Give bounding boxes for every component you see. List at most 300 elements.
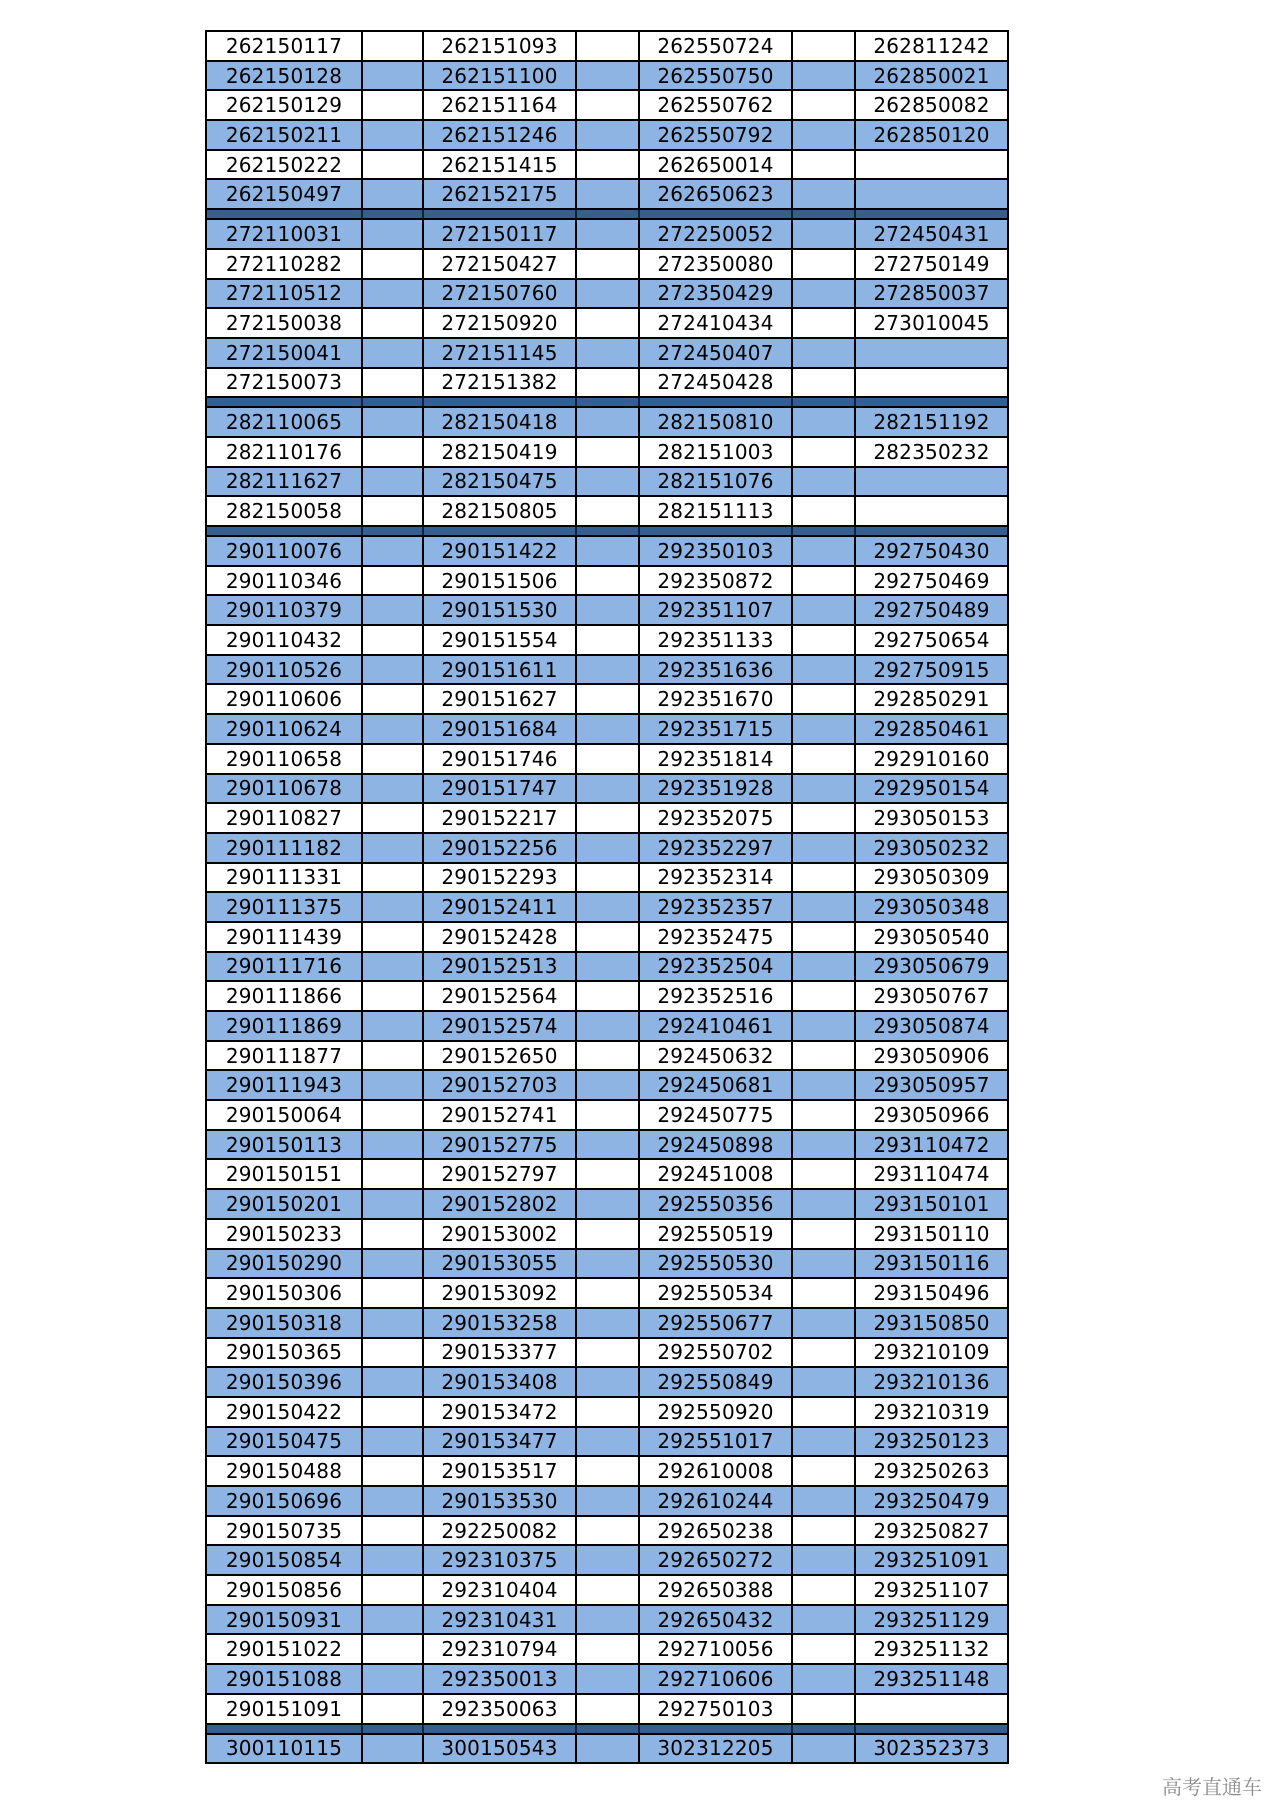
- id-cell: 290111439: [225, 924, 343, 949]
- id-cell: 272150038: [225, 311, 343, 336]
- id-cell: 272450431: [854, 220, 1007, 248]
- id-cell: 272151382: [422, 369, 575, 397]
- table-row: [207, 468, 1007, 498]
- blank-cell: [575, 715, 638, 743]
- blank-cell: [791, 953, 854, 981]
- blank-cell: [361, 1735, 422, 1763]
- blank-cell: [361, 1160, 422, 1188]
- table-row: [207, 1487, 1007, 1517]
- id-cell: 272150760: [422, 280, 575, 308]
- table-row: [207, 497, 1007, 527]
- blank-cell: [791, 1695, 854, 1723]
- id-cell: 290153408: [422, 1368, 575, 1396]
- id-cell: 290153472: [422, 1398, 575, 1426]
- id-cell: 290151747: [422, 775, 575, 803]
- id-cell: 290153530: [422, 1487, 575, 1515]
- id-cell: 292351814: [638, 745, 791, 773]
- id-cell: 293250263: [854, 1457, 1007, 1485]
- id-cell: 292710606: [638, 1665, 791, 1693]
- id-cell: 292352475: [638, 923, 791, 951]
- blank-cell: [361, 953, 422, 981]
- blank-cell: [791, 656, 854, 684]
- blank-cell: [791, 1457, 854, 1485]
- id-cell: [854, 1695, 1007, 1723]
- id-cell: 292850461: [854, 715, 1007, 743]
- id-cell: 292550534: [638, 1279, 791, 1307]
- table-row: [207, 280, 1007, 310]
- id-cell: 292350103: [638, 537, 791, 565]
- table-row: [207, 1071, 1007, 1101]
- id-cell: 290111716: [225, 954, 343, 979]
- id-cell: 292351928: [638, 775, 791, 803]
- blank-cell: [575, 923, 638, 951]
- blank-cell: [791, 91, 854, 119]
- blank-cell: [791, 1131, 854, 1159]
- id-cell: 293210319: [854, 1398, 1007, 1426]
- table-row: [207, 1606, 1007, 1636]
- blank-cell: [575, 309, 638, 337]
- blank-cell: [791, 1635, 854, 1663]
- table-row: [207, 953, 1007, 983]
- id-cell: 292750915: [854, 656, 1007, 684]
- blank-cell: [575, 656, 638, 684]
- id-cell: 290151746: [422, 745, 575, 773]
- blank-cell: [361, 438, 422, 466]
- table-row: [207, 775, 1007, 805]
- id-cell: 292550356: [638, 1190, 791, 1218]
- blank-cell: [791, 923, 854, 951]
- id-cell: 262150497: [225, 182, 343, 207]
- id-cell: 292950154: [854, 775, 1007, 803]
- id-cell: 290151554: [422, 626, 575, 654]
- blank-cell: [791, 180, 854, 208]
- id-cell: 290110658: [225, 746, 343, 771]
- table-row: [207, 804, 1007, 834]
- id-cell: 262150129: [225, 93, 343, 118]
- id-cell: 292550677: [638, 1309, 791, 1337]
- id-cell: 290110379: [225, 598, 343, 623]
- id-cell: 292310794: [422, 1635, 575, 1663]
- blank-cell: [791, 1735, 854, 1763]
- id-cell: 293150496: [854, 1279, 1007, 1307]
- blank-cell: [361, 1071, 422, 1099]
- blank-cell: [361, 1428, 422, 1456]
- blank-cell: [791, 1012, 854, 1040]
- blank-cell: [361, 62, 422, 90]
- id-cell: 272350429: [638, 280, 791, 308]
- id-cell: 293050540: [854, 923, 1007, 951]
- blank-cell: [791, 250, 854, 278]
- table-row: [207, 1457, 1007, 1487]
- id-cell: 290152741: [422, 1101, 575, 1129]
- id-cell: 262550750: [638, 62, 791, 90]
- id-cell: 272150427: [422, 250, 575, 278]
- id-cell: 290153258: [422, 1309, 575, 1337]
- id-cell: 290150488: [225, 1459, 343, 1484]
- id-cell: 293251132: [854, 1635, 1007, 1663]
- id-cell: 290151684: [422, 715, 575, 743]
- blank-cell: [791, 775, 854, 803]
- table-row: [207, 1428, 1007, 1458]
- table-row: [207, 834, 1007, 864]
- blank-cell: [791, 1042, 854, 1070]
- id-cell: 292550920: [638, 1398, 791, 1426]
- id-cell: 282111627: [225, 469, 343, 494]
- blank-cell: [575, 1487, 638, 1515]
- table-row: [207, 91, 1007, 121]
- id-cell: 262850082: [854, 91, 1007, 119]
- blank-cell: [791, 537, 854, 565]
- id-cell: 290152650: [422, 1042, 575, 1070]
- id-cell: 282110176: [225, 439, 343, 464]
- table-row: [207, 250, 1007, 280]
- blank-cell: [791, 1665, 854, 1693]
- id-cell: 292650432: [638, 1606, 791, 1634]
- blank-cell: [791, 1220, 854, 1248]
- table-row: [207, 1398, 1007, 1428]
- blank-cell: [575, 438, 638, 466]
- id-cell: 262811242: [854, 32, 1007, 60]
- blank-cell: [575, 1735, 638, 1763]
- table-row: [207, 1695, 1007, 1725]
- id-cell: 292650238: [638, 1517, 791, 1545]
- table-row: [207, 1279, 1007, 1309]
- blank-cell: [791, 596, 854, 624]
- blank-cell: [361, 1606, 422, 1634]
- id-cell: 290151422: [422, 537, 575, 565]
- id-cell: 292550519: [638, 1220, 791, 1248]
- blank-cell: [575, 1665, 638, 1693]
- blank-cell: [575, 1339, 638, 1367]
- table-row: [207, 339, 1007, 369]
- table-row: [207, 982, 1007, 1012]
- table-row: [207, 1665, 1007, 1695]
- id-cell: 290150735: [225, 1518, 343, 1543]
- blank-cell: [791, 626, 854, 654]
- id-cell: 290110432: [225, 627, 343, 652]
- blank-cell: [575, 1131, 638, 1159]
- blank-cell: [575, 1190, 638, 1218]
- id-cell: 262550762: [638, 91, 791, 119]
- blank-cell: [361, 656, 422, 684]
- id-cell: 293050309: [854, 864, 1007, 892]
- id-cell: [854, 339, 1007, 367]
- id-cell: 292550849: [638, 1368, 791, 1396]
- id-cell: 272450428: [638, 369, 791, 397]
- table-row: [207, 745, 1007, 775]
- blank-cell: [791, 864, 854, 892]
- blank-cell: [361, 121, 422, 149]
- id-cell: 292250082: [422, 1517, 575, 1545]
- blank-cell: [791, 151, 854, 179]
- id-cell: 290152513: [422, 953, 575, 981]
- table-row: [207, 151, 1007, 181]
- id-cell: 272110512: [225, 281, 343, 306]
- id-cell: 290111331: [225, 865, 343, 890]
- blank-cell: [575, 180, 638, 208]
- blank-cell: [791, 121, 854, 149]
- blank-cell: [361, 1190, 422, 1218]
- table-row: [207, 1012, 1007, 1042]
- id-cell: 293050679: [854, 953, 1007, 981]
- blank-cell: [575, 864, 638, 892]
- id-cell: 290152256: [422, 834, 575, 862]
- table-row: [207, 656, 1007, 686]
- id-cell: 292410461: [638, 1012, 791, 1040]
- blank-cell: [575, 685, 638, 713]
- id-cell: 272410434: [638, 309, 791, 337]
- blank-cell: [791, 982, 854, 1010]
- id-cell: 293251148: [854, 1665, 1007, 1693]
- id-cell: 272850037: [854, 280, 1007, 308]
- id-cell: 293050153: [854, 804, 1007, 832]
- blank-cell: [361, 1487, 422, 1515]
- id-cell: 290150856: [225, 1577, 343, 1602]
- id-cell: 292650272: [638, 1546, 791, 1574]
- id-cell: 262151093: [422, 32, 575, 60]
- blank-cell: [361, 1250, 422, 1278]
- id-cell: 292450681: [638, 1071, 791, 1099]
- id-cell: 272250052: [638, 220, 791, 248]
- table-row: [207, 220, 1007, 250]
- blank-cell: [361, 1695, 422, 1723]
- id-cell: 282151076: [638, 468, 791, 496]
- blank-cell: [361, 685, 422, 713]
- id-cell: 290152411: [422, 893, 575, 921]
- id-cell: [854, 497, 1007, 525]
- blank-cell: [361, 864, 422, 892]
- blank-cell: [575, 220, 638, 248]
- id-cell: 293050874: [854, 1012, 1007, 1040]
- id-cell: 290150396: [225, 1370, 343, 1395]
- blank-cell: [575, 250, 638, 278]
- id-cell: 290150318: [225, 1310, 343, 1335]
- id-cell: 262152175: [422, 180, 575, 208]
- id-cell: 290150854: [225, 1548, 343, 1573]
- id-cell: 290152574: [422, 1012, 575, 1040]
- blank-cell: [791, 1190, 854, 1218]
- blank-cell: [361, 1101, 422, 1129]
- blank-cell: [791, 1309, 854, 1337]
- id-cell: [854, 468, 1007, 496]
- blank-cell: [361, 923, 422, 951]
- id-cell: 290152428: [422, 923, 575, 951]
- id-cell: 272150073: [225, 370, 343, 395]
- blank-cell: [791, 1428, 854, 1456]
- blank-cell: [361, 1309, 422, 1337]
- blank-cell: [361, 32, 422, 60]
- table-row: [207, 180, 1007, 210]
- id-cell: 293050232: [854, 834, 1007, 862]
- blank-cell: [791, 567, 854, 595]
- blank-cell: [575, 1368, 638, 1396]
- blank-cell: [575, 91, 638, 119]
- id-cell: 290151022: [225, 1637, 343, 1662]
- id-cell: 290150696: [225, 1488, 343, 1513]
- blank-cell: [575, 1635, 638, 1663]
- id-cell: 293110472: [854, 1131, 1007, 1159]
- table-row: [207, 893, 1007, 923]
- blank-cell: [791, 715, 854, 743]
- id-cell: 300150543: [422, 1735, 575, 1763]
- group-separator: [207, 398, 1007, 408]
- table-row: [207, 567, 1007, 597]
- id-cell: 293250827: [854, 1517, 1007, 1545]
- id-cell: 262650623: [638, 180, 791, 208]
- id-cell: 273010045: [854, 309, 1007, 337]
- blank-cell: [361, 715, 422, 743]
- id-cell: 290153517: [422, 1457, 575, 1485]
- id-cell: 282150419: [422, 438, 575, 466]
- blank-cell: [575, 804, 638, 832]
- table-row: [207, 121, 1007, 151]
- id-cell: 293110474: [854, 1160, 1007, 1188]
- blank-cell: [361, 537, 422, 565]
- blank-cell: [791, 1279, 854, 1307]
- id-cell: 282151113: [638, 497, 791, 525]
- id-cell: 292351133: [638, 626, 791, 654]
- blank-cell: [575, 408, 638, 436]
- blank-cell: [791, 685, 854, 713]
- id-cell: 262151246: [422, 121, 575, 149]
- id-cell: 272450407: [638, 339, 791, 367]
- id-cell: 290152802: [422, 1190, 575, 1218]
- blank-cell: [361, 567, 422, 595]
- blank-cell: [791, 369, 854, 397]
- blank-cell: [361, 309, 422, 337]
- id-cell: 292551017: [638, 1428, 791, 1456]
- blank-cell: [575, 1428, 638, 1456]
- table-row: [207, 685, 1007, 715]
- id-cell: 290151611: [422, 656, 575, 684]
- blank-cell: [361, 1279, 422, 1307]
- id-cell: 282150418: [422, 408, 575, 436]
- id-cell: 293050348: [854, 893, 1007, 921]
- blank-cell: [361, 1339, 422, 1367]
- blank-cell: [361, 497, 422, 525]
- blank-cell: [575, 982, 638, 1010]
- blank-cell: [791, 1398, 854, 1426]
- id-cell: 282151192: [854, 408, 1007, 436]
- id-cell: 290111877: [225, 1043, 343, 1068]
- id-cell: 292750103: [638, 1695, 791, 1723]
- blank-cell: [575, 280, 638, 308]
- table-row: [207, 1250, 1007, 1280]
- blank-cell: [361, 339, 422, 367]
- blank-cell: [575, 121, 638, 149]
- blank-cell: [575, 596, 638, 624]
- id-cell: 292750489: [854, 596, 1007, 624]
- id-cell: 293251091: [854, 1546, 1007, 1574]
- blank-cell: [361, 408, 422, 436]
- id-cell: 293050906: [854, 1042, 1007, 1070]
- id-cell: 262550724: [638, 32, 791, 60]
- blank-cell: [361, 280, 422, 308]
- blank-cell: [361, 1131, 422, 1159]
- blank-cell: [791, 1339, 854, 1367]
- id-cell: 262150222: [225, 152, 343, 177]
- id-cell: 290110076: [225, 538, 343, 563]
- blank-cell: [575, 1101, 638, 1129]
- blank-cell: [361, 250, 422, 278]
- table-row: [207, 1546, 1007, 1576]
- id-cell: 282151003: [638, 438, 791, 466]
- blank-cell: [575, 468, 638, 496]
- id-cell: 282350232: [854, 438, 1007, 466]
- id-cell: 292351715: [638, 715, 791, 743]
- blank-cell: [791, 497, 854, 525]
- id-cell: 290152797: [422, 1160, 575, 1188]
- group-separator: [207, 210, 1007, 220]
- id-cell: 290150113: [225, 1132, 343, 1157]
- blank-cell: [361, 596, 422, 624]
- id-cell: 293050957: [854, 1071, 1007, 1099]
- id-cell: 292610244: [638, 1487, 791, 1515]
- id-cell: 282150805: [422, 497, 575, 525]
- id-cell: 292310375: [422, 1546, 575, 1574]
- blank-cell: [791, 1160, 854, 1188]
- blank-cell: [361, 1517, 422, 1545]
- table-row: [207, 32, 1007, 62]
- blank-cell: [361, 91, 422, 119]
- blank-cell: [361, 804, 422, 832]
- id-cell: 292710056: [638, 1635, 791, 1663]
- id-cell: 292850291: [854, 685, 1007, 713]
- blank-cell: [575, 1250, 638, 1278]
- blank-cell: [361, 1457, 422, 1485]
- id-cell: [854, 369, 1007, 397]
- id-cell: 293250479: [854, 1487, 1007, 1515]
- id-cell: 290111869: [225, 1013, 343, 1038]
- id-cell: 290152217: [422, 804, 575, 832]
- blank-cell: [791, 408, 854, 436]
- id-cell: 262550792: [638, 121, 791, 149]
- blank-cell: [791, 220, 854, 248]
- table-row: [207, 62, 1007, 92]
- id-cell: 293150116: [854, 1250, 1007, 1278]
- table-row: [207, 1576, 1007, 1606]
- blank-cell: [575, 567, 638, 595]
- id-cell: 290152564: [422, 982, 575, 1010]
- blank-cell: [791, 1250, 854, 1278]
- id-cell: 292352357: [638, 893, 791, 921]
- blank-cell: [791, 1546, 854, 1574]
- id-cell: 262151100: [422, 62, 575, 90]
- blank-cell: [361, 1635, 422, 1663]
- id-cell: 290150475: [225, 1429, 343, 1454]
- blank-cell: [575, 1457, 638, 1485]
- id-cell: 262850021: [854, 62, 1007, 90]
- id-cell: 292450632: [638, 1042, 791, 1070]
- id-cell: 282150810: [638, 408, 791, 436]
- blank-cell: [575, 339, 638, 367]
- id-cell: 290110606: [225, 687, 343, 712]
- blank-cell: [791, 1487, 854, 1515]
- blank-cell: [791, 893, 854, 921]
- blank-cell: [361, 775, 422, 803]
- table-row: [207, 923, 1007, 953]
- blank-cell: [791, 1606, 854, 1634]
- blank-cell: [575, 369, 638, 397]
- table-row: [207, 1220, 1007, 1250]
- table-row: [207, 309, 1007, 339]
- id-cell: 290152703: [422, 1071, 575, 1099]
- table-row: [207, 864, 1007, 894]
- id-cell: 292750469: [854, 567, 1007, 595]
- blank-cell: [575, 1695, 638, 1723]
- id-cell: 290153092: [422, 1279, 575, 1307]
- blank-cell: [575, 1012, 638, 1040]
